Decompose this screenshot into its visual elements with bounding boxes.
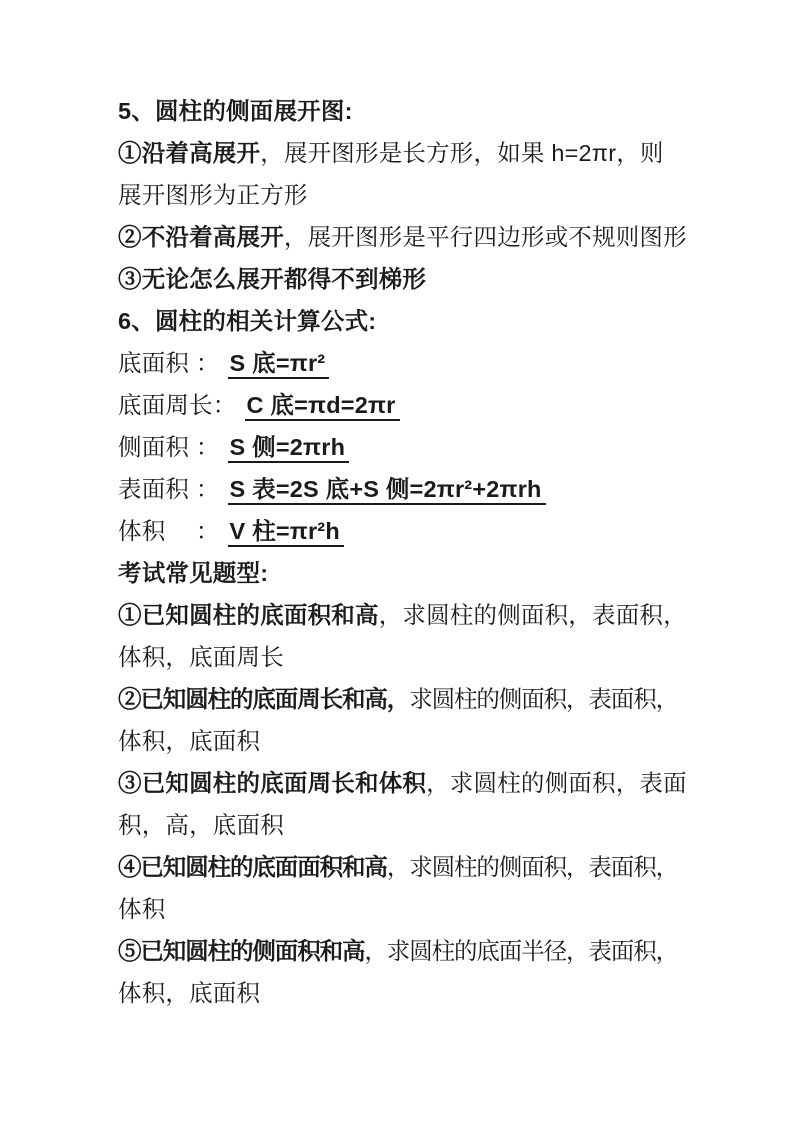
formula-line: [118, 510, 690, 552]
formula-value: S 底=πr²: [228, 350, 330, 379]
text-line: [118, 258, 690, 300]
formula-label: 体积 ：: [118, 518, 220, 544]
text-line: [118, 930, 690, 972]
bold-text-run: 考试常见题型:: [118, 560, 269, 586]
bold-text-run: ①沿着高展开: [118, 140, 261, 166]
text-line: [118, 804, 690, 846]
text-line: [118, 132, 690, 174]
formula-value: S 表=2S 底+S 侧=2πr²+2πrh: [228, 476, 546, 505]
text-run: ，展开图形是平行四边形或不规则图形: [283, 224, 687, 250]
text-run: ，求圆柱的侧面积，表面: [426, 770, 687, 796]
text-line: [118, 762, 690, 804]
formula-value: S 侧=2πrh: [228, 434, 350, 463]
text-line: [118, 678, 690, 720]
text-run: 求圆柱的侧面积，表面积，: [409, 686, 679, 712]
formula-label: 底面周长：: [118, 392, 237, 418]
text-run: 积，高，底面积: [118, 812, 284, 838]
formula-line: [118, 342, 690, 384]
formula-label: 底面积 ：: [118, 350, 220, 376]
section-heading: [118, 552, 690, 594]
text-run: 体积，底面周长: [118, 644, 284, 670]
formula-value: C 底=πd=2πr: [245, 392, 400, 421]
text-line: [118, 846, 690, 888]
bold-text-run: 6、圆柱的相关计算公式:: [118, 308, 377, 334]
bold-text-run: ②不沿着高展开: [118, 224, 284, 250]
text-line: [118, 594, 690, 636]
section-heading: [118, 300, 690, 342]
formula-value: V 柱=πr²h: [228, 518, 344, 547]
text-run: 体积，底面积: [118, 980, 261, 1006]
text-run: ，求圆柱的底面半径，表面积，: [364, 938, 679, 964]
text-run: 体积，底面积: [118, 728, 261, 754]
text-run: ，展开图形是长方形，如果 h=2πr，则: [260, 140, 664, 166]
formula-line: [118, 426, 690, 468]
text-run: 展开图形为正方形: [118, 182, 308, 208]
text-run: ，求圆柱的侧面积，表面积，: [378, 602, 687, 628]
formula-label: 侧面积 ：: [118, 434, 220, 460]
text-line: [118, 972, 690, 1014]
document-content: [118, 90, 690, 1014]
bold-text-run: ①已知圆柱的底面积和高: [118, 602, 379, 628]
bold-text-run: 5、圆柱的侧面展开图:: [118, 98, 353, 124]
formula-line: [118, 384, 690, 426]
formula-label: 表面积 ：: [118, 476, 220, 502]
bold-text-run: ③无论怎么展开都得不到梯形: [118, 266, 427, 292]
section-heading: [118, 90, 690, 132]
bold-text-run: ④已知圆柱的底面面积和高: [118, 854, 387, 880]
text-run: 体积: [118, 896, 166, 922]
bold-text-run: ⑤已知圆柱的侧面积和高: [118, 938, 365, 964]
text-line: [118, 636, 690, 678]
text-line: [118, 888, 690, 930]
text-line: [118, 174, 690, 216]
text-line: [118, 216, 690, 258]
bold-text-run: ③已知圆柱的底面周长和体积: [118, 770, 427, 796]
bold-text-run: ②已知圆柱的底面周长和高，: [118, 686, 410, 712]
text-line: [118, 720, 690, 762]
formula-line: [118, 468, 690, 510]
text-run: ，求圆柱的侧面积，表面积，: [386, 854, 679, 880]
